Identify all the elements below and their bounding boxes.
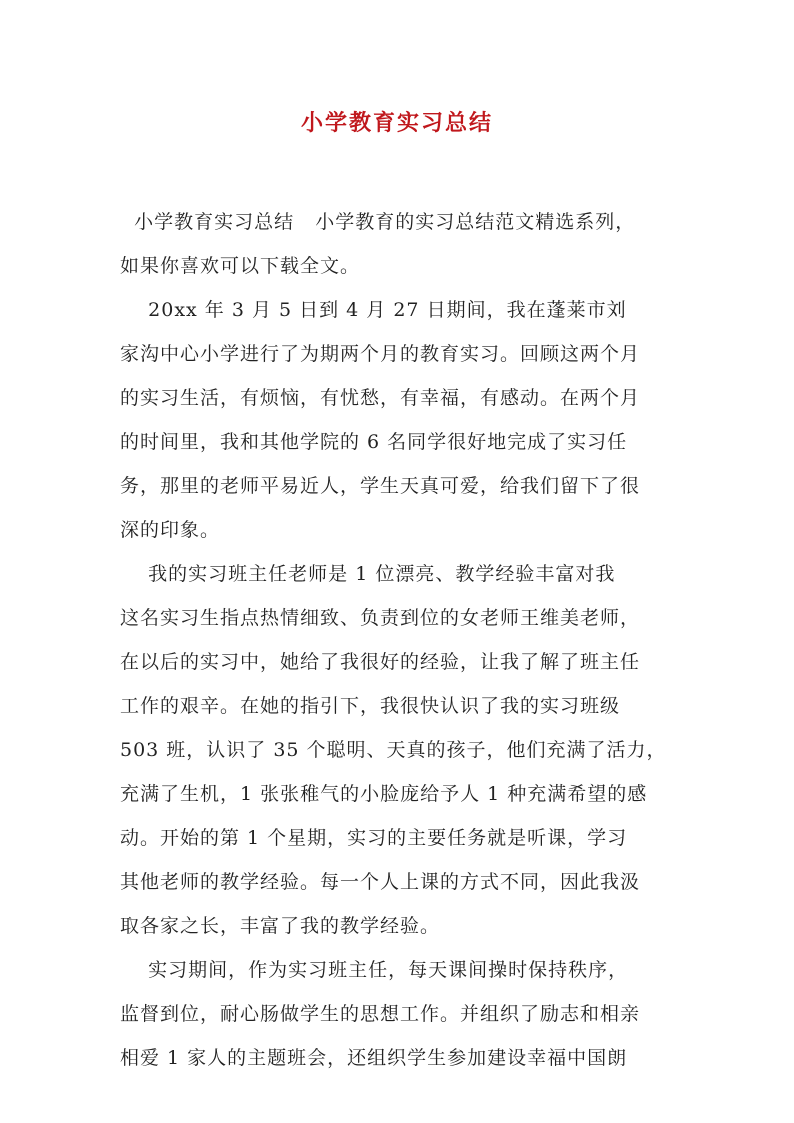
text-line: 503 班，认识了 35 个聪明、天真的孩子，他们充满了活力，: [120, 739, 667, 761]
text-line: 动。开始的第 1 个星期，实习的主要任务就是听课，学习: [120, 827, 628, 849]
text-line: 在以后的实习中，她给了我很好的经验，让我了解了班主任: [120, 651, 641, 673]
document-body: [120, 200, 685, 1080]
text-line: 这名实习生指点热情细致、负责到位的女老师王维美老师，: [120, 607, 641, 629]
text-line: 取各家之长，丰富了我的教学经验。: [120, 915, 441, 937]
text-line: 如果你喜欢可以下载全文。: [120, 255, 361, 277]
text-line: 实习期间，作为实习班主任，每天课间操时保持秩序，: [120, 959, 629, 981]
text-line: 务，那里的老师平易近人，学生天真可爱，给我们留下了很: [120, 475, 641, 497]
text-line: 充满了生机，1 张张稚气的小脸庞给予人 1 种充满希望的感: [120, 783, 648, 805]
text-line: 监督到位，耐心肠做学生的思想工作。并组织了励志和相亲: [120, 1003, 641, 1025]
document-title: 小学教育实习总结: [300, 110, 493, 136]
text-line: 20xx 年 3 月 5 日到 4 月 27 日期间，我在蓬莱市刘: [120, 299, 627, 321]
text-line: 的时间里，我和其他学院的 6 名同学很好地完成了实习任: [120, 431, 628, 453]
text-line: 深的印象。: [120, 519, 221, 541]
text-line: 小学教育实习总结 小学教育的实习总结范文精选系列，: [120, 211, 636, 233]
text-line: 的实习生活，有烦恼，有忧愁，有幸福，有感动。在两个月: [120, 387, 641, 409]
text-line: 工作的艰辛。在她的指引下，我很快认识了我的实习班级: [120, 695, 621, 717]
text-line: 家沟中心小学进行了为期两个月的教育实习。回顾这两个月: [120, 343, 641, 365]
text-line: 其他老师的教学经验。每一个人上课的方式不同，因此我汲: [120, 871, 641, 893]
text-line: 我的实习班主任老师是 1 位漂亮、教学经验丰富对我: [120, 563, 616, 585]
text-line: 相爱 1 家人的主题班会，还组织学生参加建设幸福中国朗: [120, 1047, 628, 1069]
